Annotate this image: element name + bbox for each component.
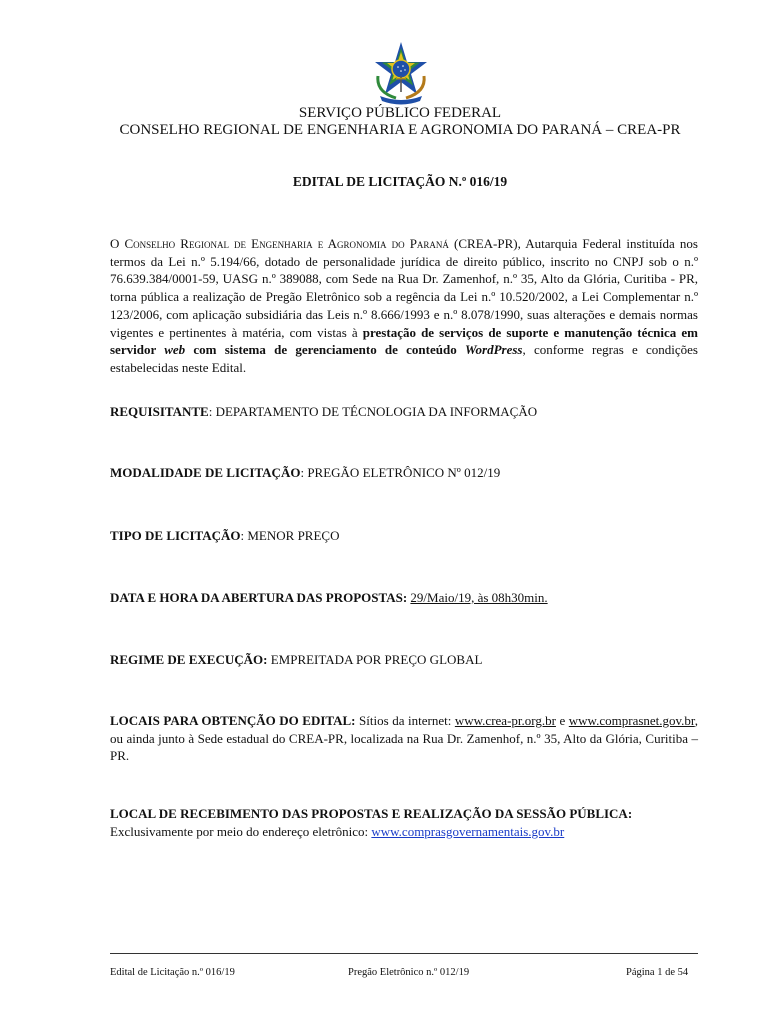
field-local-recebimento: [110, 805, 698, 840]
field-requisitante: [110, 403, 698, 421]
intro-bold-2: com sistema de gerenciamento de conteúdo: [185, 342, 465, 358]
field-data-hora: [110, 589, 698, 607]
field-label: REQUISITANTE: [110, 404, 209, 419]
org-name: O Conselho Regional de Engenharia e Agronomia do Paraná: [110, 236, 449, 251]
header-line-2: CONSELHO REGIONAL DE ENGENHARIA E AGRONOMIA DO PARANÁ – CREA-PR: [119, 122, 681, 138]
link-comprasgovernamentais[interactable]: www.comprasgovernamentais.gov.br: [371, 823, 565, 839]
field-label: REGIME DE EXECUÇÃO:: [110, 652, 268, 667]
field-label: DATA E HORA DA ABERTURA DAS PROPOSTAS:: [110, 590, 408, 605]
field-value: EMPREITADA POR PREÇO GLOBAL: [267, 652, 483, 667]
intro-bold-italic-2: WordPress: [464, 342, 523, 358]
field-text: Exclusivamente por meio do endereço eletrônico:: [110, 823, 372, 839]
field-text: Sítios da internet:: [355, 713, 455, 728]
field-label: LOCAIS PARA OBTENÇÃO DO EDITAL:: [110, 713, 356, 728]
field-value: : MENOR PREÇO: [240, 528, 340, 543]
link-comprasnet[interactable]: www.comprasnet.gov.br: [568, 713, 695, 728]
intro-paragraph: [110, 235, 698, 377]
field-value: : PREGÃO ELETRÔNICO Nº 012/19: [300, 465, 501, 480]
document-title: EDITAL DE LICITAÇÃO N.º 016/19: [292, 174, 508, 189]
footer-left: Edital de Licitação n.º 016/19: [110, 967, 235, 978]
footer-center: Pregão Eletrônico n.º 012/19: [348, 967, 470, 978]
page-number: Página 1 de 54: [626, 967, 689, 978]
field-text: e: [555, 713, 569, 728]
field-label: LOCAL DE RECEBIMENTO DAS PROPOSTAS E REALIZAÇÃO DA SESSÃO PÚBLICA:: [110, 806, 633, 821]
field-tipo: [110, 527, 698, 545]
intro-bold-italic-1: web: [164, 342, 186, 358]
header-line-1: SERVIÇO PÚBLICO FEDERAL: [298, 105, 502, 121]
brazil-coat-of-arms-icon: [368, 40, 434, 106]
field-label: MODALIDADE DE LICITAÇÃO: [110, 465, 301, 480]
intro-text-1: (CREA-PR), Autarquia Federal instituída nos termos da Lei n.º 5.194/66, dotado de personalidade jurídica de direito público, inscrito no CNPJ sob o n.º 76.639.384/0001-59, UASG n.º 389088, com Sede na Rua Dr. Zamenhof, n.º 35, Alto da Glória, Curitiba - PR, torna pública a realização de Pregão Eletrônico sob a regência da Lei n.º 10.520/2002, a Lei Complementar n.º 123/2006, com aplicação subsidiária das Leis n.º 8.666/1993 e n.º 8.078/1990, suas alterações e demais normas vigentes e pertinentes à matéria, com vistas à: [110, 236, 698, 340]
field-modalidade: [110, 464, 698, 482]
field-regime: [110, 651, 698, 669]
field-text: , ou ainda junto à Sede estadual do CREA-PR, localizada na Rua Dr. Zamenhof, n.º 35, Alto da Glória, Curitiba – PR.: [110, 713, 698, 764]
field-label: TIPO DE LICITAÇÃO: [110, 528, 241, 543]
footer-divider: [110, 953, 698, 954]
field-locais: [110, 712, 698, 765]
intro-text-2: , conforme regras e condições estabelecidas neste Edital.: [110, 342, 698, 375]
field-value: : DEPARTAMENTO DE TÉCNOLOGIA DA INFORMAÇÃO: [208, 404, 538, 419]
field-value: 29/Maio/19, às 08h30min.: [410, 590, 548, 605]
link-crea-pr[interactable]: www.crea-pr.org.br: [454, 713, 556, 728]
intro-bold-1: prestação de serviços de suporte e manutenção técnica em servidor: [110, 324, 698, 358]
